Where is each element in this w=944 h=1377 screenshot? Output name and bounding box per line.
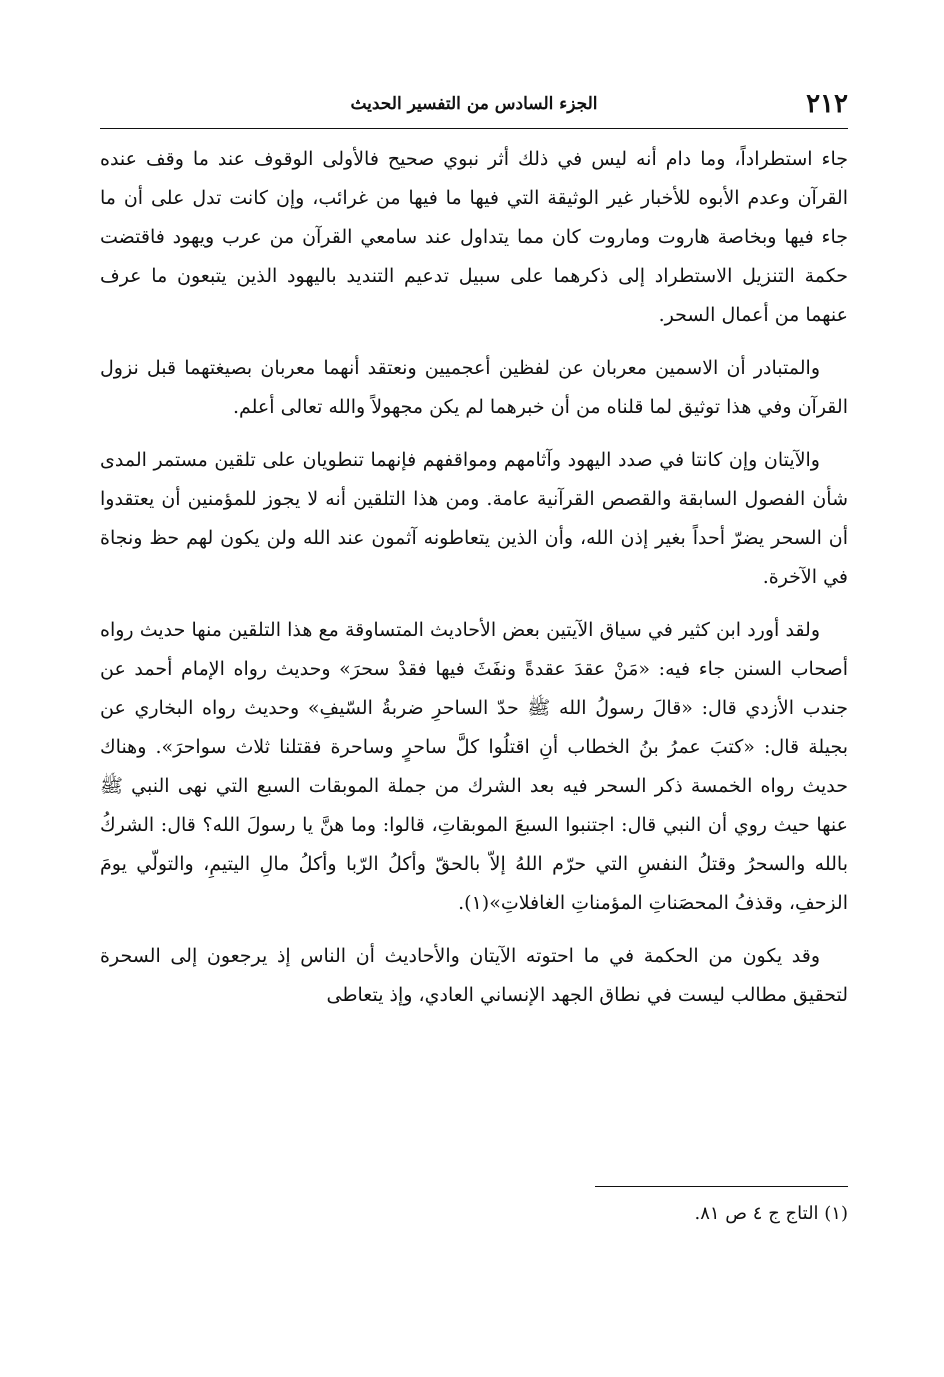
paragraph: ولقد أورد ابن كثير في سياق الآيتين بعض الأحاديث المتساوقة مع هذا التلقين منها حديث رواه أصحاب السنن جاء فيه: «مَنْ عقدَ عقدةً ونفَثَ فيها فقدْ سحرَ» وحديث رواه الإمام أحمد عن جندب الأزدي قال: «قالَ رسولُ الله ﷺ حدّ الساحرِ ضربةُ السّيفِ» وحديث رواه البخاري عن بجيلة قال: «كتبَ عمرُ بنُ الخطاب أنِ اقتلُوا كلَّ ساحرٍ وساحرة فقتلنا ثلاث سواحرَ». وهناك حديث رواه الخمسة ذكر السحر فيه بعد الشرك من جملة الموبقات السبع التي نهى النبي ﷺ عنها حيث روي أن النبي قال: اجتنبوا السبعَ الموبقاتِ، قالوا: وما هنَّ يا رسولَ الله؟ قال: الشركُ بالله والسحرُ وقتلُ النفسِ التي حرّم اللهُ إلاّ بالحقّ وأكلُ الرّبا وأكلُ مالِ اليتيمِ، والتولّي يومَ الزحفِ، وقذفُ المحصَناتِ المؤمناتِ الغافلاتِ»(١). [100,619,848,914]
running-title: الجزء السادس من التفسير الحديث [350,94,598,114]
paragraph: وقد يكون من الحكمة في ما احتوته الآيتان والأحاديث أن الناس إذ يرجعون إلى السحرة لتحقيق مطالب ليست في نطاق الجهد الإنساني العادي، وإذ يتعاطى [100,945,848,1006]
main-text [100,140,848,1029]
footnote-rule [595,1186,848,1187]
page-number: ٢١٢ [806,89,848,119]
page-header [100,86,848,122]
paragraph: جاء استطراداً، وما دام أنه ليس في ذلك أثر نبوي صحيح فالأولى الوقوف عند ما وقف عنده القرآن وعدم الأبوه للأخبار غير الوثيقة التي فيها ما فيها من غرائب، وإن كانت تدل على أن ما جاء فيها وبخاصة هاروت وماروت كان مما يتداول عند سامعي القرآن من عرب ويهود فاقتضت حكمة التنزيل الاستطراد إلى ذكرهما على سبيل تدعيم التنديد باليهود الذين يتبعون ما عرف عنهما من أعمال السحر. [100,148,848,326]
paragraph: والمتبادر أن الاسمين معربان عن لفظين أعجميين ونعتقد أنهما معربان بصيغتهما قبل نزول القرآن وفي هذا توثيق لما قلناه من أن خبرهما لم يكن مجهولاً والله تعالى أعلم. [100,357,848,418]
header-rule [100,128,848,129]
paragraph: والآيتان وإن كانتا في صدد اليهود وآثامهم ومواقفهم فإنهما تنطويان على تلقين مستمر المدى شأن الفصول السابقة والقصص القرآنية عامة. ومن هذا التلقين أنه لا يجوز للمؤمنين أن يعتقدوا أن السحر يضرّ أحداً بغير إذن الله، وأن الذين يتعاطونه آثمون عند الله ولن يكون لهم حظ ونجاة في الآخرة. [100,449,848,588]
footnote: (١) التاج ج ٤ ص ٨١. [694,1203,848,1224]
